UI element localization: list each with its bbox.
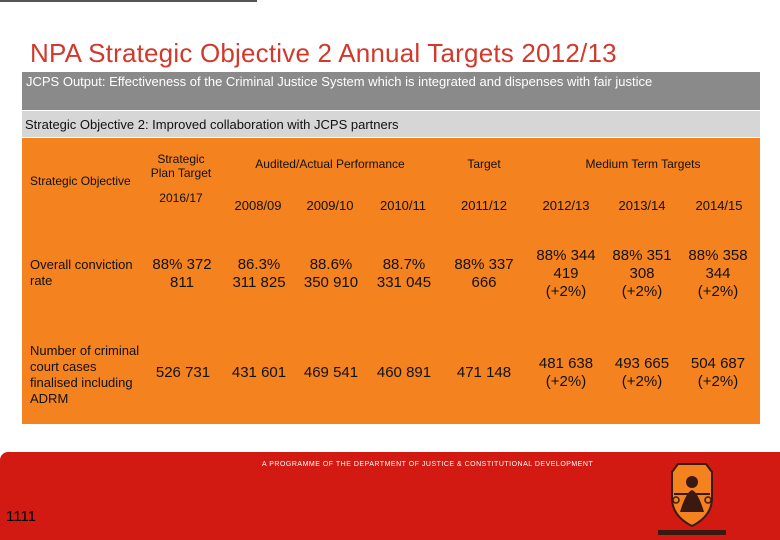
year-cell: 2012/13 — [542, 197, 590, 213]
plan-target-cell: 88% 372 811 — [152, 256, 212, 291]
header-plan-target: Strategic Plan Target — [150, 152, 212, 180]
value-cell: 431 601 — [231, 364, 287, 381]
npa-logo-icon — [654, 458, 730, 540]
value-cell: 88% 337 666 — [454, 256, 514, 291]
year-cell: 2010/11 — [379, 197, 427, 213]
value-cell: 469 541 — [303, 364, 359, 381]
year-cell: 2011/12 — [460, 197, 508, 213]
value-cell: 88% 358 344 (+2%) — [688, 247, 748, 300]
page-number: 1111 — [6, 508, 37, 525]
year-cell: 2013/14 — [618, 197, 666, 213]
footer-tagline: A PROGRAMME OF THE DEPARTMENT OF JUSTICE & CONSTITUTIONAL DEVELOPMENT — [262, 461, 594, 468]
year-cell: 2014/15 — [695, 197, 743, 213]
value-cell: 86.3% 311 825 — [232, 256, 286, 291]
objective-band: Strategic Objective 2: Improved collaboration with JCPS partners — [22, 110, 760, 137]
plan-target-cell: 526 731 — [155, 364, 211, 381]
header-strategic-objective: Strategic Objective — [30, 173, 131, 188]
top-rule — [0, 0, 257, 2]
value-cell: 88% 344 419 (+2%) — [536, 247, 596, 300]
value-cell: 88% 351 308 (+2%) — [612, 247, 672, 300]
value-cell: 481 638 (+2%) — [538, 355, 594, 390]
value-cell: 493 665 (+2%) — [614, 355, 670, 390]
row-label: Number of criminal court cases finalised including ADRM — [30, 343, 140, 406]
year-cell: 2009/10 — [306, 197, 354, 213]
header-plan-year: 2016/17 — [159, 191, 203, 205]
slide-title: NPA Strategic Objective 2 Annual Targets 2012/13 — [30, 38, 617, 68]
table-body — [22, 137, 760, 424]
value-cell: 504 687 (+2%) — [690, 355, 746, 390]
row-label: Overall conviction rate — [30, 257, 133, 288]
header-audited: Audited/Actual Performance — [255, 157, 405, 171]
header-medium-term: Medium Term Targets — [585, 157, 701, 171]
value-cell: 88.7% 331 045 — [376, 256, 432, 291]
header-target: Target — [467, 157, 501, 171]
value-cell: 471 148 — [456, 364, 512, 381]
year-cell: 2008/09 — [234, 197, 282, 213]
targets-table — [22, 72, 760, 424]
value-cell: 88.6% 350 910 — [303, 256, 359, 291]
output-band: JCPS Output: Effectiveness of the Criminal Justice System which is integrated and dispenses with fair justice — [22, 72, 760, 110]
value-cell: 460 891 — [376, 364, 432, 381]
